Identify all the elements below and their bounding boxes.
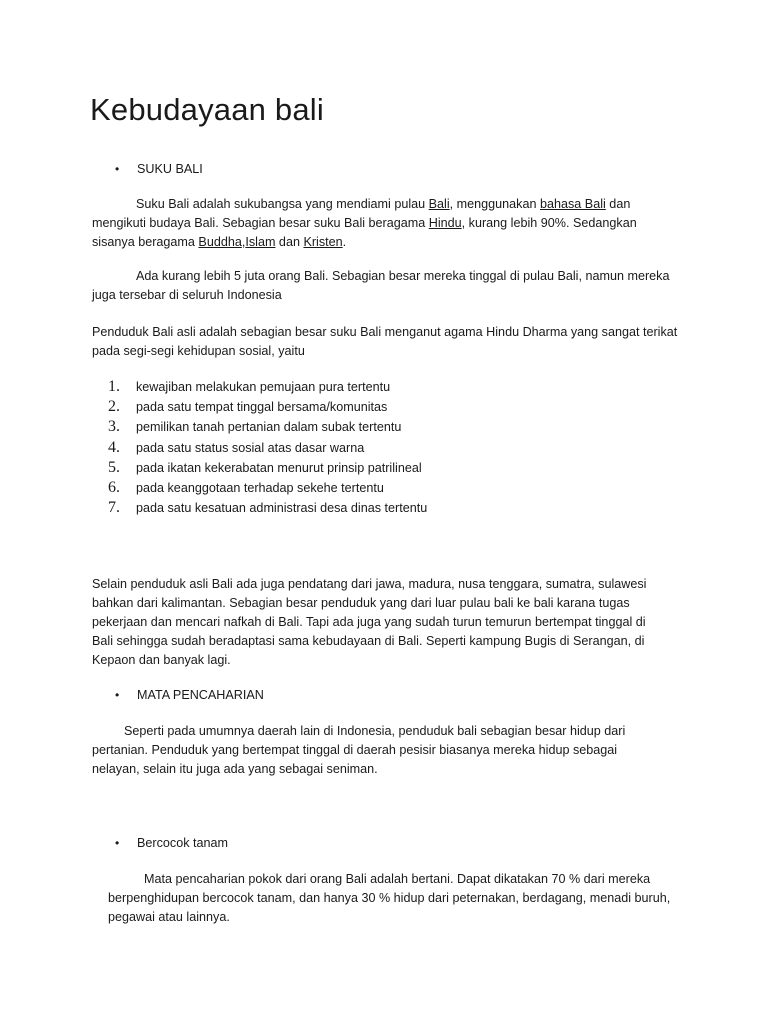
text-run: Suku Bali adalah sukubangsa yang mendiami pulau [136, 197, 429, 211]
paragraph-mata-pencaharian: Seperti pada umumnya daerah lain di Indonesia, penduduk bali sebagian besar hidup dari pertanian. Penduduk yang bertempat tinggal di daerah pesisir biasanya mereka hidup sebagai nelayan, selain itu juga ada yang sebagai seniman. [92, 724, 626, 776]
bullet-heading-bercocok-tanam [115, 834, 228, 852]
section-heading: MATA PENCAHARIAN [137, 688, 264, 702]
link-islam[interactable]: Islam [245, 235, 276, 249]
link-kristen[interactable]: Kristen [303, 235, 343, 249]
list-number: 6. [108, 478, 120, 496]
bullet-icon: • [115, 836, 120, 850]
paragraph-bercocok-tanam: Mata pencaharian pokok dari orang Bali adalah bertani. Dapat dikatakan 70 % dari mereka berpenghidupan bercocok tanam, dan hanya 30 % hidup dari peternakan, berdagang, menadi buruh, pegawai atau lainnya. [108, 872, 671, 924]
list-number: 3. [108, 418, 120, 436]
list-number: 2. [108, 398, 120, 416]
text-run: dan mengikuti budaya Bali. Sebagian besar suku Bali beragama [92, 197, 631, 230]
list-number: 5. [108, 458, 120, 476]
list-number: 7. [108, 499, 120, 517]
section-heading: Bercocok tanam [137, 836, 228, 850]
paragraph-hindu-dharma: Penduduk Bali asli adalah sebagian besar suku Bali menganut agama Hindu Dharma yang sangat terikat pada segi-segi kehidupan sosial, yaitu [92, 325, 678, 358]
text-run: . [342, 235, 347, 249]
list-text: pada ikatan kekerabatan menurut prinsip patrilineal [136, 460, 422, 475]
text-run: , menggunakan [449, 197, 540, 211]
bullet-heading-suku-bali [115, 160, 203, 178]
list-number: 4. [108, 438, 120, 456]
list-text: pada keanggotaan terhadap sekehe tertentu [136, 480, 384, 495]
paragraph-suku-bali [92, 195, 672, 252]
link-buddha[interactable]: Buddha [198, 235, 242, 249]
bullet-icon: • [115, 162, 120, 176]
link-bahasa-bali[interactable]: bahasa Bali [539, 197, 606, 211]
link-hindu[interactable]: Hindu [428, 216, 462, 230]
list-item [108, 378, 427, 398]
list-text: pemilikan tanah pertanian dalam subak tertentu [136, 420, 402, 435]
list-item [108, 499, 427, 519]
section-heading: SUKU BALI [137, 162, 203, 176]
list-item [108, 439, 427, 459]
text-run: , kurang lebih 90%. Sedangkan sisanya beragama [92, 216, 637, 249]
list-item [108, 398, 427, 418]
bullet-icon: • [115, 688, 120, 702]
list-text: pada satu status sosial atas dasar warna [136, 440, 365, 455]
bullet-heading-mata-pencaharian [115, 686, 264, 704]
text-run: , [241, 235, 246, 249]
paragraph-population: Ada kurang lebih 5 juta orang Bali. Sebagian besar mereka tinggal di pulau Bali, namun mereka juga tersebar di seluruh Indonesia [92, 269, 670, 302]
list-text: kewajiban melakukan pemujaan pura tertentu [136, 380, 391, 394]
link-bali[interactable]: Bali [428, 197, 450, 211]
list-number: 1. [108, 378, 120, 395]
page-title: Kebudayaan bali [90, 92, 324, 127]
list-text: pada satu kesatuan administrasi desa dinas tertentu [136, 501, 428, 516]
list-item [108, 418, 427, 438]
numbered-list [108, 378, 427, 519]
list-text: pada satu tempat tinggal bersama/komunitas [136, 400, 388, 415]
list-item [108, 479, 427, 499]
list-item [108, 459, 427, 479]
paragraph-pendatang: Selain penduduk asli Bali ada juga pendatang dari jawa, madura, nusa tenggara, sumatra, sulawesi bahkan dari kalimantan. Sebagian besar penduduk yang dari luar pulau bali ke bali karana tugas pekerjaan dan mencari nafkah di Bali. Tapi ada juga yang sudah turun temurun bertempat tinggal di Bali sehingga sudah beradaptasi sama kebudayaan di Bali. Seperti kampung Bugis di Serangan, di Kepaon dan banyak lagi. [92, 577, 647, 667]
text-run: dan [275, 235, 304, 249]
